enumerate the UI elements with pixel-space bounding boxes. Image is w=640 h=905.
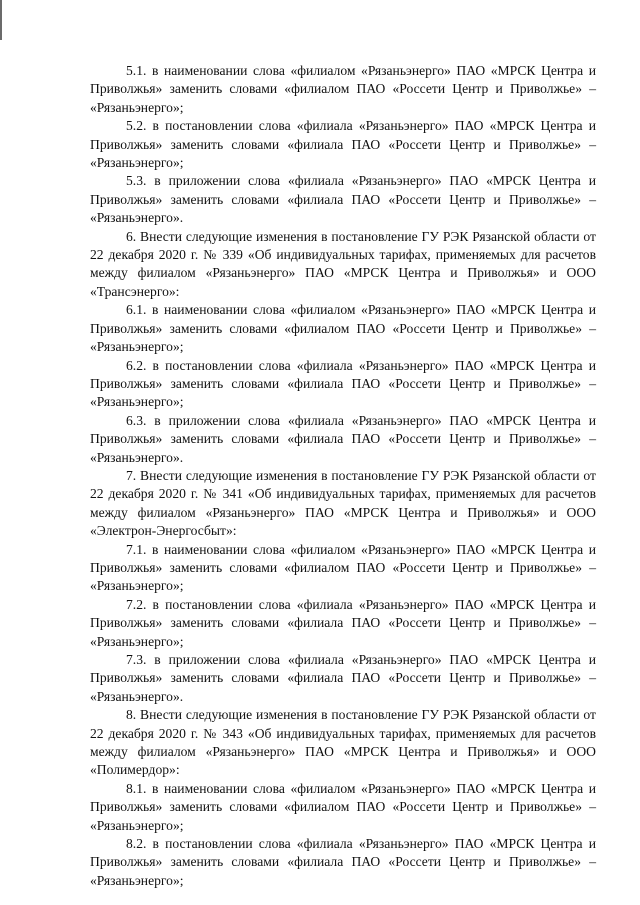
paragraph-8: 8. Внести следующие изменения в постановление ГУ РЭК Рязанской области от 22 декабря 2020 г. № 343 «Об индивидуальных тарифах, применяемых для расчетов между филиалом «Рязаньэнерго» ПАО «МРСК Центра и Приволжья» и ООО «Полимердор»: (90, 707, 596, 778)
paragraph-5-3: 5.3. в приложении слова «филиала «Рязаньэнерго» ПАО «МРСК Центра и Приволжья» заменить словами «филиала ПАО «Россети Центр и Приволжье» – «Рязаньэнерго». (90, 173, 596, 226)
paragraph-5-2: 5.2. в постановлении слова «филиала «Рязаньэнерго» ПАО «МРСК Центра и Приволжья» заменить словами «филиала ПАО «Россети Центр и Приволжье» – «Рязаньэнерго»; (90, 118, 596, 171)
document-body (90, 62, 596, 890)
paragraph-6-1: 6.1. в наименовании слова «филиалом «Рязаньэнерго» ПАО «МРСК Центра и Приволжья» заменить словами «филиалом ПАО «Россети Центр и Приволжье» – «Рязаньэнерго»; (90, 302, 596, 355)
paragraph-6: 6. Внести следующие изменения в постановление ГУ РЭК Рязанской области от 22 декабря 2020 г. № 339 «Об индивидуальных тарифах, применяемых для расчетов между филиалом «Рязаньэнерго» ПАО «МРСК Центра и Приволжья» и ООО «Трансэнерго»: (90, 228, 596, 299)
paragraph-6-3: 6.3. в приложении слова «филиала «Рязаньэнерго» ПАО «МРСК Центра и Приволжья» заменить словами «филиала ПАО «Россети Центр и Приволжье» – «Рязаньэнерго». (90, 412, 596, 465)
paragraph-7-3: 7.3. в приложении слова «филиала «Рязаньэнерго» ПАО «МРСК Центра и Приволжья» заменить словами «филиала ПАО «Россети Центр и Приволжье» – «Рязаньэнерго». (90, 652, 596, 704)
scan-edge-mark (0, 0, 2, 40)
paragraph-6-2: 6.2. в постановлении слова «филиала «Рязаньэнерго» ПАО «МРСК Центра и Приволжья» заменить словами «филиала ПАО «Россети Центр и Приволжье» – «Рязаньэнерго»; (90, 357, 596, 410)
paragraph-7: 7. Внести следующие изменения в постановление ГУ РЭК Рязанской области от 22 декабря 2020 г. № 341 «Об индивидуальных тарифах, применяемых для расчетов между филиалом «Рязаньэнерго» ПАО «МРСК Центра и Приволжья» и ООО «Электрон-Энергосбыт»: (90, 467, 596, 539)
paragraph-7-2: 7.2. в постановлении слова «филиала «Рязаньэнерго» ПАО «МРСК Центра и Приволжья» заменить словами «филиала ПАО «Россети Центр и Приволжье» – «Рязаньэнерго»; (90, 596, 596, 649)
paragraph-5-1: 5.1. в наименовании слова «филиалом «Рязаньэнерго» ПАО «МРСК Центра и Приволжья» заменить словами «филиалом ПАО «Россети Центр и Приволжье» – «Рязаньэнерго»; (90, 63, 596, 115)
paragraph-8-2: 8.2. в постановлении слова «филиала «Рязаньэнерго» ПАО «МРСК Центра и Приволжья» заменить словами «филиала ПАО «Россети Центр и Приволжье» – «Рязаньэнерго»; (90, 836, 596, 888)
paragraph-7-1: 7.1. в наименовании слова «филиалом «Рязаньэнерго» ПАО «МРСК Центра и Приволжья» заменить словами «филиалом ПАО «Россети Центр и Приволжье» – «Рязаньэнерго»; (90, 541, 596, 594)
paragraph-8-1: 8.1. в наименовании слова «филиалом «Рязаньэнерго» ПАО «МРСК Центра и Приволжья» заменить словами «филиалом ПАО «Россети Центр и Приволжье» – «Рязаньэнерго»; (90, 780, 596, 833)
